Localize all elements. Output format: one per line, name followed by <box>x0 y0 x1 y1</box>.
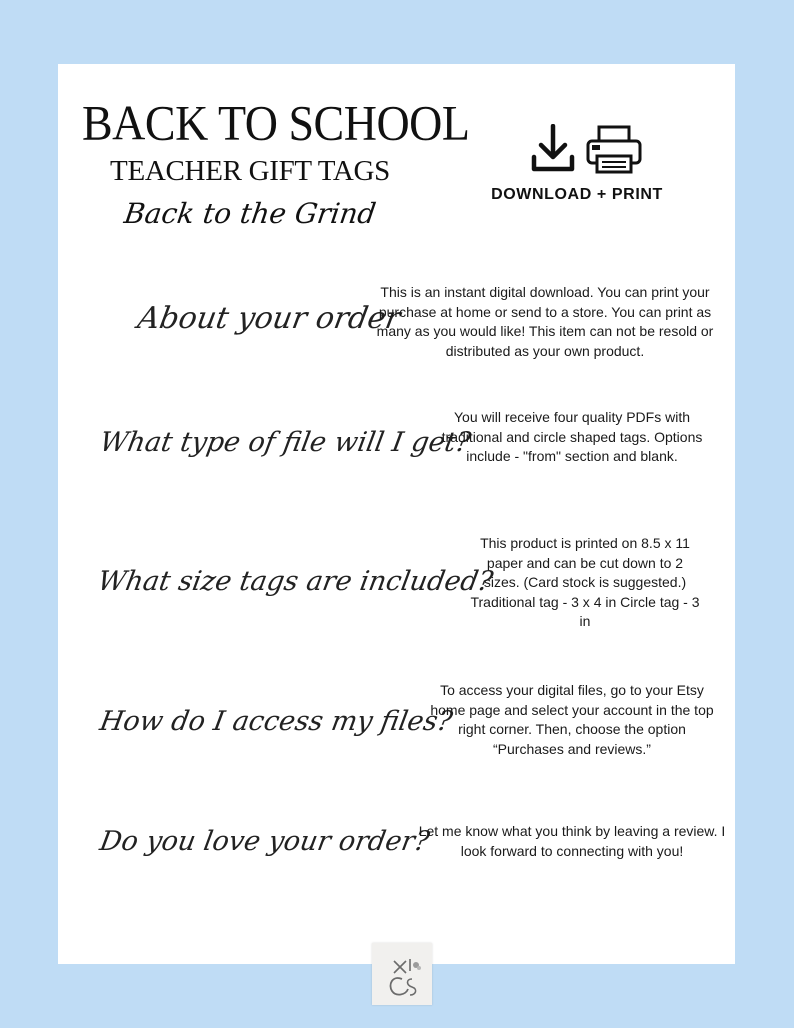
faq-answer-order: This is an instant digital download. You can print your purchase at home or send to a store. You can print as many as you would like! This item can not be resold or distributed as your own product. <box>376 284 714 359</box>
faq-answer-access: To access your digital files, go to your Etsy home page and select your account in the top right corner. Then, choose the option “Purchases and reviews.” <box>430 682 714 757</box>
faq-answer-love: Let me know what you think by leaving a review. I look forward to connecting with you! <box>418 823 726 859</box>
monogram-logo <box>372 943 432 1005</box>
faq-answer-sizes: This product is printed on 8.5 x 11 paper and can be cut down to 2 sizes. (Card stock is suggested.) Traditional tag - 3 x 4 in Circle tag - 3 in <box>470 535 700 630</box>
logo-mark <box>372 943 432 1005</box>
faq-question-access: How do I access my files? <box>97 706 455 737</box>
download-print-label: DOWNLOAD + PRINT <box>491 186 663 203</box>
download-icon <box>530 124 576 174</box>
faq-question-sizes: What size tags are included? <box>95 566 496 597</box>
faq-question-file-type: What type of file will I get? <box>97 427 473 458</box>
page-subtitle: TEACHER GIFT TAGS <box>110 155 390 187</box>
faq-question-order: About your order <box>135 301 403 336</box>
theme-script-title: Back to the Grind <box>122 197 379 230</box>
faq-answer-file-type: You will receive four quality PDFs with traditional and circle shaped tags. Options include - "from" section and blank. <box>441 409 703 465</box>
page-title: BACK TO SCHOOL <box>82 95 470 151</box>
faq-question-love: Do you love your order? <box>97 826 432 857</box>
printer-icon <box>585 124 643 174</box>
